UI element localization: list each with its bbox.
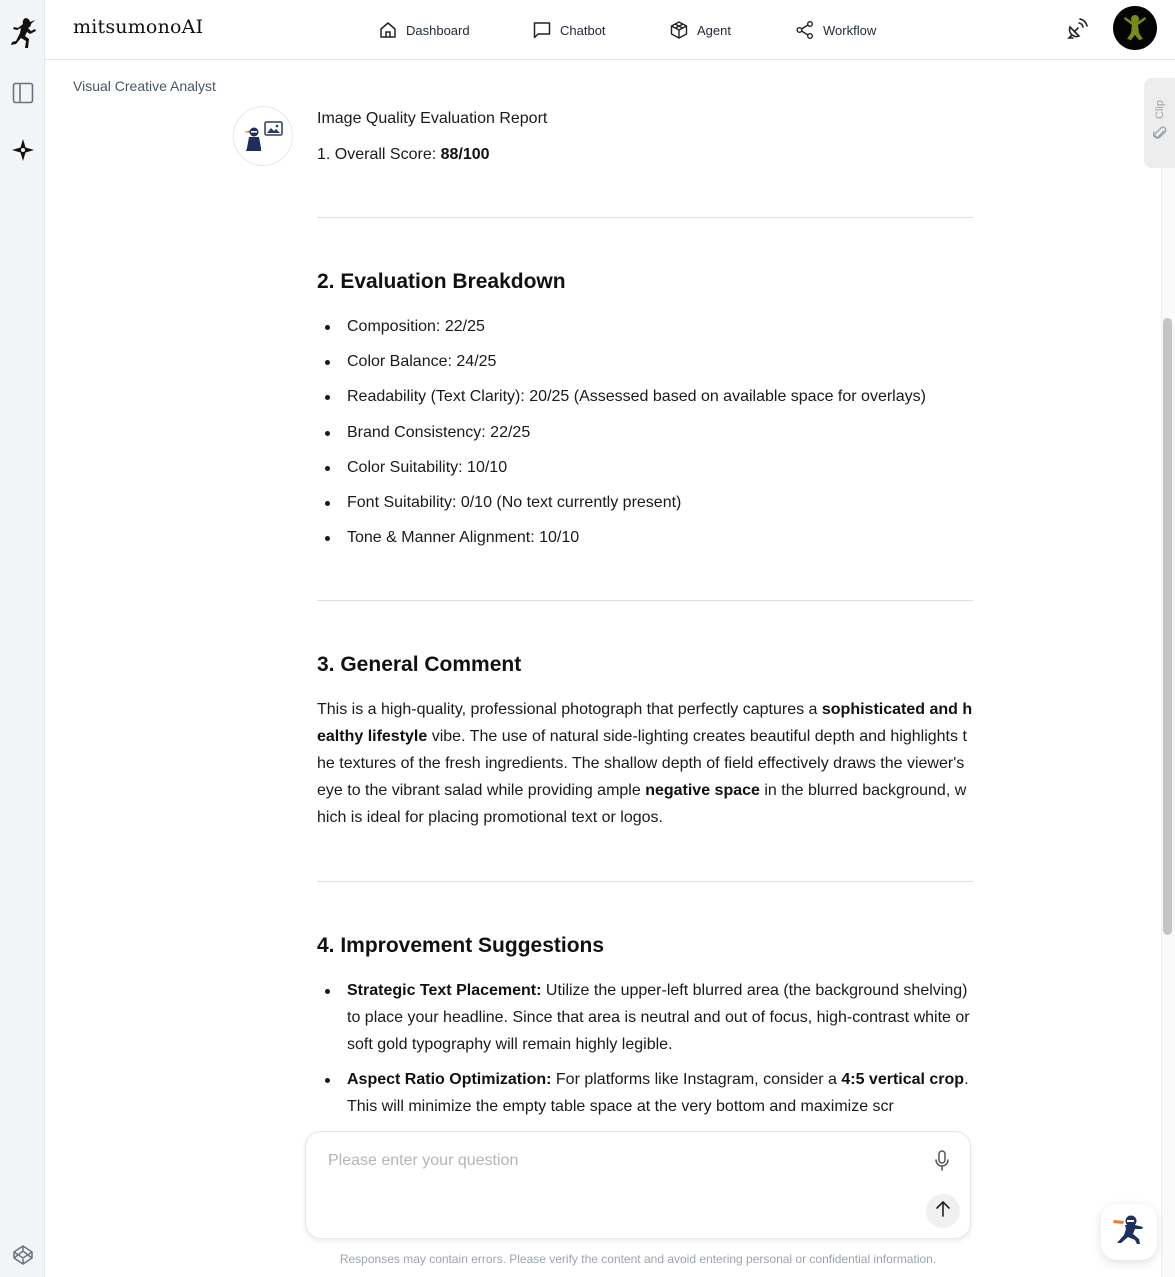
send-button[interactable]: [926, 1194, 960, 1228]
divider: [317, 881, 973, 882]
paperclip-icon: [1153, 125, 1167, 146]
general-comment-heading: 3. General Comment: [317, 653, 522, 676]
satellite-dish-icon[interactable]: [1064, 16, 1090, 42]
comment-bold: sophisticated and healthy lifestyle: [317, 701, 973, 745]
microphone-button[interactable]: [930, 1150, 954, 1176]
suggestions-list: [317, 977, 973, 1128]
sparkle-icon[interactable]: [0, 130, 45, 170]
overall-score-value: 88/100: [440, 146, 490, 163]
clip-label: Clip: [1153, 100, 1166, 119]
cube-icon: [669, 20, 689, 40]
overall-score: [317, 144, 547, 166]
bot-avatar: [233, 106, 293, 166]
suggestion-label: Strategic Text Placement:: [347, 982, 542, 999]
toggle-sidebar-icon[interactable]: [0, 73, 45, 113]
share-nodes-icon: [795, 20, 815, 40]
comment-text: in the blurred background, which is ideal for placing promotional text or logos.: [317, 782, 967, 826]
breakdown-list: [317, 313, 973, 559]
comment-text: This is a high-quality, professional photograph that perfectly captures a: [317, 701, 822, 718]
disclaimer-text: Responses may contain errors. Please verify the content and avoid entering personal or confidential information.: [339, 1252, 937, 1266]
nav-chatbot-label: Chatbot: [560, 22, 606, 38]
nav-workflow[interactable]: [795, 0, 876, 60]
suggestions-heading: 4. Improvement Suggestions: [317, 934, 605, 957]
suggestion-bold: 4:5 vertical crop: [841, 1071, 965, 1088]
breakdown-heading: 2. Evaluation Breakdown: [317, 270, 566, 293]
breakdown-item: Composition: 22/25: [317, 313, 973, 348]
nav-agent-label: Agent: [697, 22, 731, 38]
left-rail: [0, 0, 45, 1277]
agent-name: Visual Creative Analyst: [73, 78, 216, 94]
question-input[interactable]: [328, 1152, 908, 1192]
general-comment-text: [317, 696, 973, 831]
scrollbar-thumb[interactable]: [1163, 318, 1172, 935]
breakdown-item: Color Suitability: 10/10: [317, 454, 973, 489]
nav-dashboard-label: Dashboard: [406, 22, 470, 38]
ninja-assistant-button[interactable]: [1101, 1204, 1157, 1260]
home-icon: [378, 20, 398, 40]
suggestion-text: For platforms like Instagram, consider a: [551, 1071, 842, 1088]
suggestion-text: Utilize the upper-left blurred area (the background shelving) to place your headline. Since that area is neutral and out of focus, high-contrast white or soft gold typography will remain highly legible.: [347, 982, 970, 1053]
chat-bubble-icon: [532, 20, 552, 40]
nav-agent[interactable]: [669, 0, 731, 60]
overall-score-label: 1. Overall Score:: [317, 146, 441, 163]
codepen-icon[interactable]: [0, 1235, 45, 1275]
ninja-mascot-icon: [1109, 1210, 1149, 1255]
breakdown-item: Tone & Manner Alignment: 10/10: [317, 524, 973, 559]
microphone-icon: [933, 1149, 951, 1178]
brand-name[interactable]: mitsumonoAI: [73, 16, 204, 38]
ninja-logo-icon[interactable]: [0, 13, 45, 53]
top-header: [45, 0, 1175, 60]
divider: [317, 600, 973, 601]
clip-tab[interactable]: [1144, 78, 1175, 168]
arrow-up-icon: [934, 1200, 952, 1223]
breakdown-item: Font Suitability: 0/10 (No text currently present): [317, 489, 973, 524]
suggestion-label: Aspect Ratio Optimization:: [347, 1071, 552, 1088]
suggestion-item: [317, 1066, 973, 1120]
user-avatar[interactable]: [1113, 6, 1157, 50]
breakdown-item: Readability (Text Clarity): 20/25 (Assessed based on available space for overlays): [317, 383, 973, 418]
nav-chatbot[interactable]: [532, 0, 606, 60]
comment-bold: negative space: [645, 782, 760, 799]
chat-composer: [305, 1131, 971, 1239]
nav-dashboard[interactable]: [378, 0, 470, 60]
suggestion-text: . This will minimize the empty table space at the very bottom and maximize scr: [347, 1071, 969, 1115]
nav-workflow-label: Workflow: [823, 22, 877, 38]
breakdown-item: Brand Consistency: 22/25: [317, 419, 973, 454]
divider: [317, 217, 973, 218]
suggestion-item: [317, 977, 973, 1058]
comment-text: vibe. The use of natural side-lighting creates beautiful depth and highlights the textures of the fresh ingredients. The shallow depth of field effectively draws the viewer's eye to the vibrant salad while providing ample: [317, 728, 967, 799]
report-title: Image Quality Evaluation Report: [317, 110, 548, 127]
breakdown-item: Color Balance: 24/25: [317, 348, 973, 383]
